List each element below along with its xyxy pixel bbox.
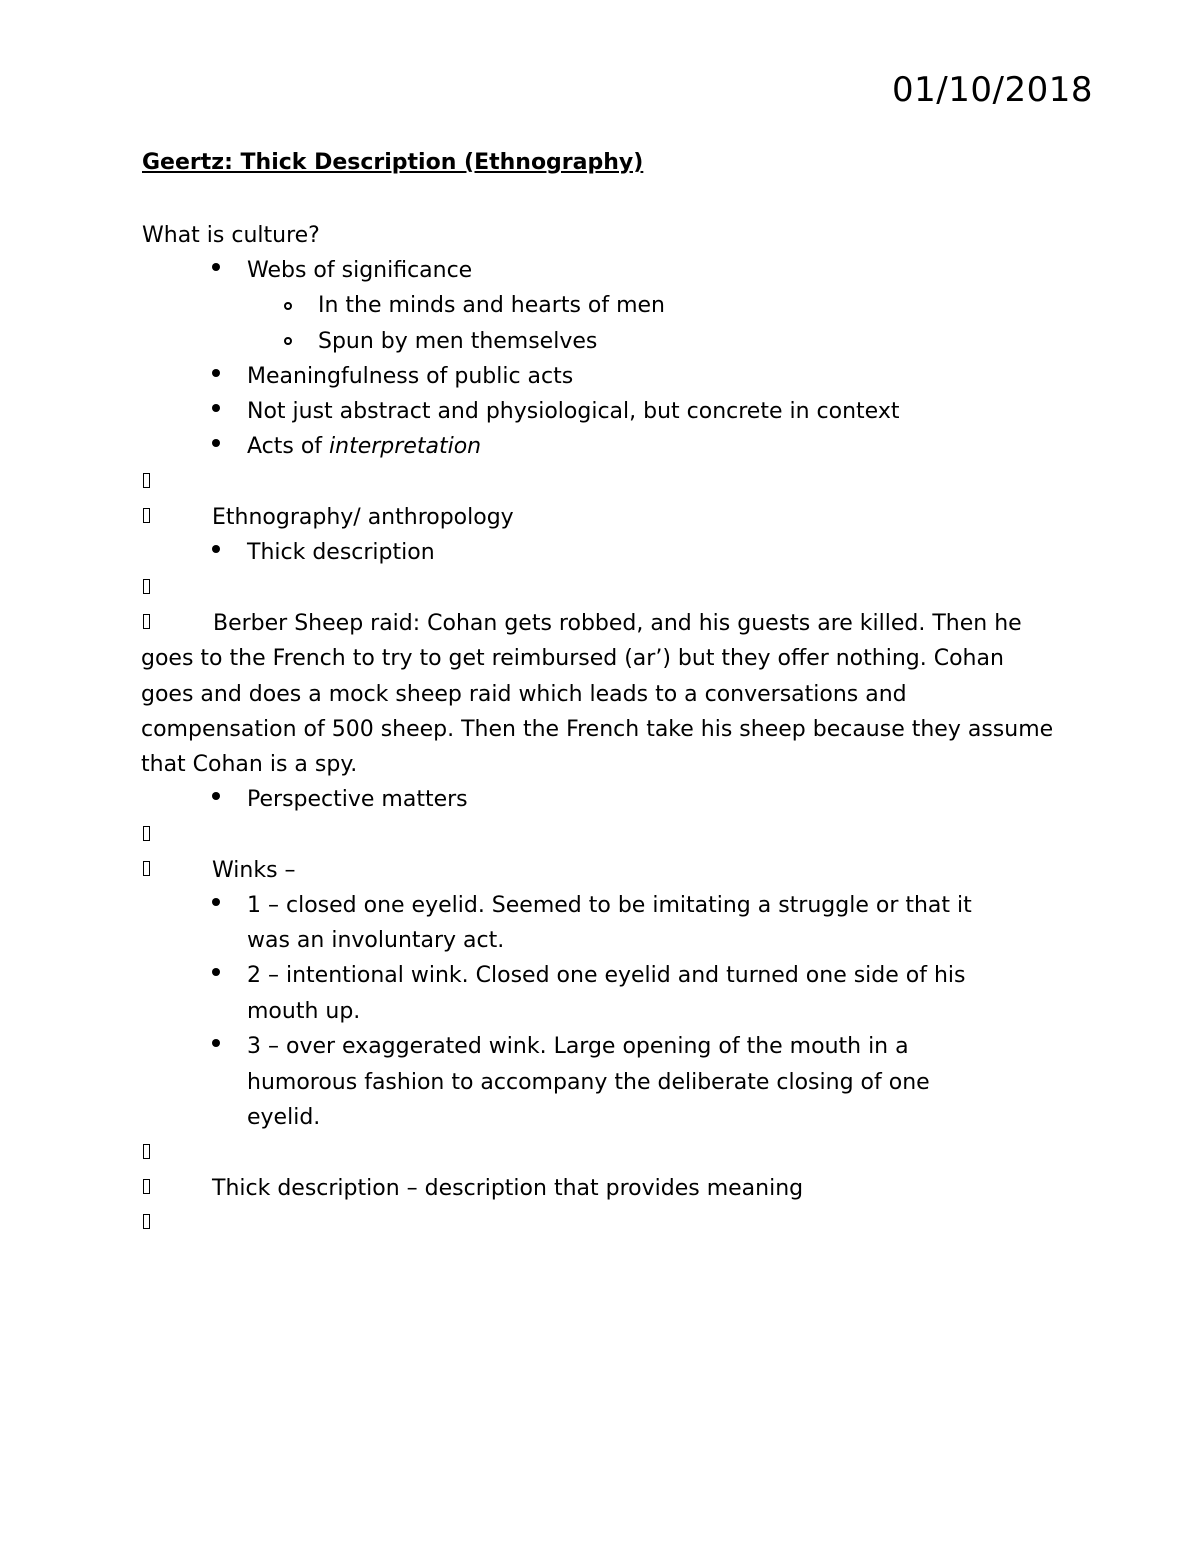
wink-2-line-2: mouth up. [247, 999, 361, 1024]
wink-3-line-3: eyelid. [247, 1105, 321, 1130]
ethno-heading: Ethnography/ anthropology [212, 505, 514, 530]
culture-sub-spun: Spun by men themselves [318, 329, 598, 354]
bullet-icon [212, 968, 220, 976]
culture-sub-minds: In the minds and hearts of men [318, 293, 666, 318]
wink-3-line-2: humorous fashion to accompany the deliberate closing of one [247, 1070, 930, 1095]
culture-bullet-abstract: Not just abstract and physiological, but concrete in context [247, 399, 900, 424]
missing-glyph-icon [143, 1179, 150, 1194]
missing-glyph-icon [143, 579, 150, 594]
wink-1-line-1: 1 – closed one eyelid. Seemed to be imitating a struggle or that it [247, 893, 972, 918]
thick-description-definition: Thick description – description that provides meaning [212, 1176, 804, 1201]
date-header: 01/10/2018 [892, 70, 1093, 110]
culture-heading: What is culture? [142, 223, 320, 248]
berber-paragraph: Berber Sheep raid: Cohan gets robbed, and his guests are killed. Then he goes to the French to try to get reimbursed (ar’) but they offer nothing. Cohan goes and does a mock sheep raid which leads to a conversations and compensation of 500 sheep. Then the French take his sheep because they assume that Cohan is a spy. [141, 611, 1054, 778]
wink-3-line-1: 3 – over exaggerated wink. Large opening of the mouth in a [247, 1034, 909, 1059]
wink-2-line-1: 2 – intentional wink. Closed one eyelid and turned one side of his [247, 963, 966, 988]
bullet-icon [212, 404, 220, 412]
bullet-icon [212, 439, 220, 447]
hollow-bullet-icon [284, 302, 292, 310]
missing-glyph-icon [143, 1144, 150, 1159]
page-title: Geertz: Thick Description (Ethnography) [142, 150, 644, 175]
bullet-icon [212, 369, 220, 377]
bullet-icon [212, 545, 220, 553]
missing-glyph-icon [143, 861, 150, 876]
missing-glyph-icon [143, 826, 150, 841]
culture-bullet-meaning: Meaningfulness of public acts [247, 364, 574, 389]
italic-term: interpretation [329, 434, 482, 459]
hollow-bullet-icon [284, 337, 292, 345]
berber-bullet-perspective: Perspective matters [247, 787, 468, 812]
bullet-icon [212, 1039, 220, 1047]
ethno-bullet-thick: Thick description [247, 540, 435, 565]
bullet-icon [212, 263, 220, 271]
missing-glyph-icon [143, 473, 150, 488]
winks-heading: Winks – [212, 858, 296, 883]
missing-glyph-icon [143, 508, 150, 523]
bullet-icon [212, 898, 220, 906]
wink-1-line-2: was an involuntary act. [247, 928, 505, 953]
culture-bullet-webs: Webs of significance [247, 258, 473, 283]
culture-bullet-acts: Acts of interpretation [247, 434, 482, 459]
bullet-icon [212, 792, 220, 800]
missing-glyph-icon [143, 1214, 150, 1229]
